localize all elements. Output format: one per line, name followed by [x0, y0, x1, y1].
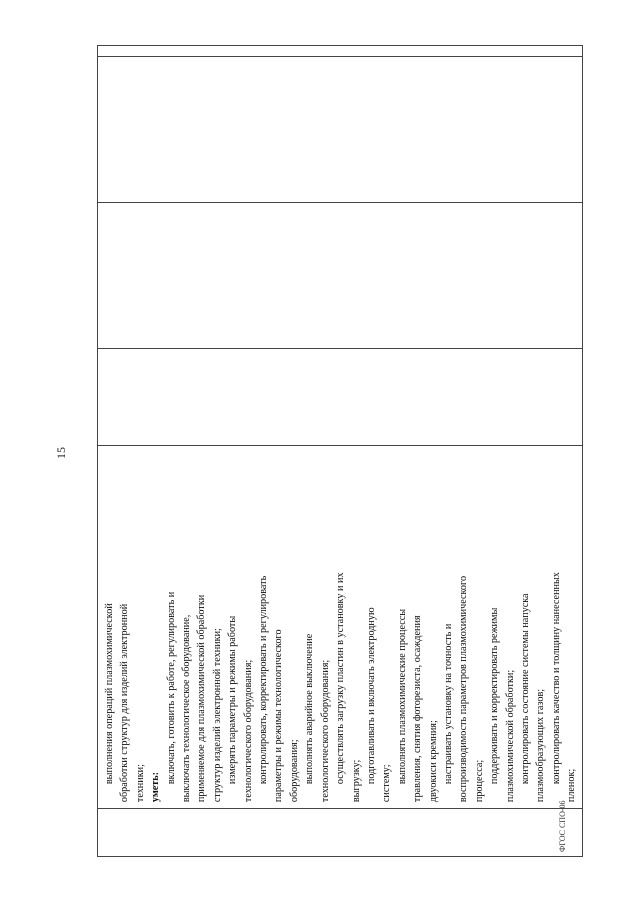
- requirement-line: процесса;: [473, 759, 485, 803]
- requirement-line: технологического оборудования;: [319, 659, 331, 803]
- table-cell-requirements: [98, 445, 582, 808]
- requirement-line: настраивать установку на точность и: [442, 623, 454, 785]
- requirement-line: техники;: [134, 764, 146, 803]
- requirement-line: структур изделий электронной техники;: [211, 628, 223, 803]
- page-number: 15: [54, 447, 68, 459]
- section-heading: уметь:: [150, 771, 162, 803]
- table-cell-competency-codes: [98, 46, 582, 56]
- requirement-line: контролировать состояние системы напуска: [519, 593, 531, 785]
- requirement-line: двуокиси кремния;: [427, 720, 439, 803]
- requirement-line: выполнять плазмохимические процессы: [396, 608, 408, 785]
- competency-table: [97, 45, 583, 857]
- requirement-line: технологического оборудования;: [242, 659, 254, 803]
- requirement-line: выполнять аварийное выключение: [304, 633, 316, 785]
- requirement-line: плазмохимической обработки;: [504, 669, 516, 803]
- requirement-line: обработки структур для изделий электронной: [119, 603, 131, 803]
- requirement-line: оборудования;: [288, 739, 300, 803]
- requirement-line: пленок;: [566, 768, 578, 803]
- requirement-line: плазмообразующих газов;: [535, 688, 547, 803]
- requirement-line: воспроизводимость параметров плазмохимического: [458, 575, 470, 803]
- requirement-line: выполнения операций плазмохимической: [104, 603, 115, 785]
- requirement-line: контролировать качество и толщину нанесенных: [550, 572, 562, 785]
- footer-standard-code: ФГОС СПО-06: [558, 800, 567, 852]
- requirement-line: осуществлять загрузку пластин в установку и их: [335, 572, 347, 785]
- requirement-line: параметры и режимы технологического: [273, 629, 285, 803]
- requirement-line: включать, готовить к работе, регулировать и: [165, 591, 177, 785]
- table-cell-hours-classroom: [98, 202, 582, 349]
- requirement-line: измерять параметры и режимы работы: [227, 615, 239, 785]
- requirement-line: применяемое для плазмохимической обработки: [196, 594, 208, 803]
- requirement-line: выключать технологическое оборудование,: [181, 614, 193, 803]
- table-cell-index: [98, 808, 582, 856]
- table-cell-hours-max: [98, 348, 582, 445]
- requirement-line: выгрузку;: [350, 759, 362, 803]
- requirement-line: поддерживать и корректировать режимы: [489, 607, 501, 785]
- requirement-line: контролировать, корректировать и регулировать: [258, 575, 270, 785]
- requirement-line: систему;: [381, 764, 393, 803]
- requirement-line: травления, снятия фоторезиста, осаждения: [412, 615, 424, 803]
- requirement-line: подготавливать и включать электродную: [365, 607, 377, 785]
- table-cell-discipline: [98, 56, 582, 202]
